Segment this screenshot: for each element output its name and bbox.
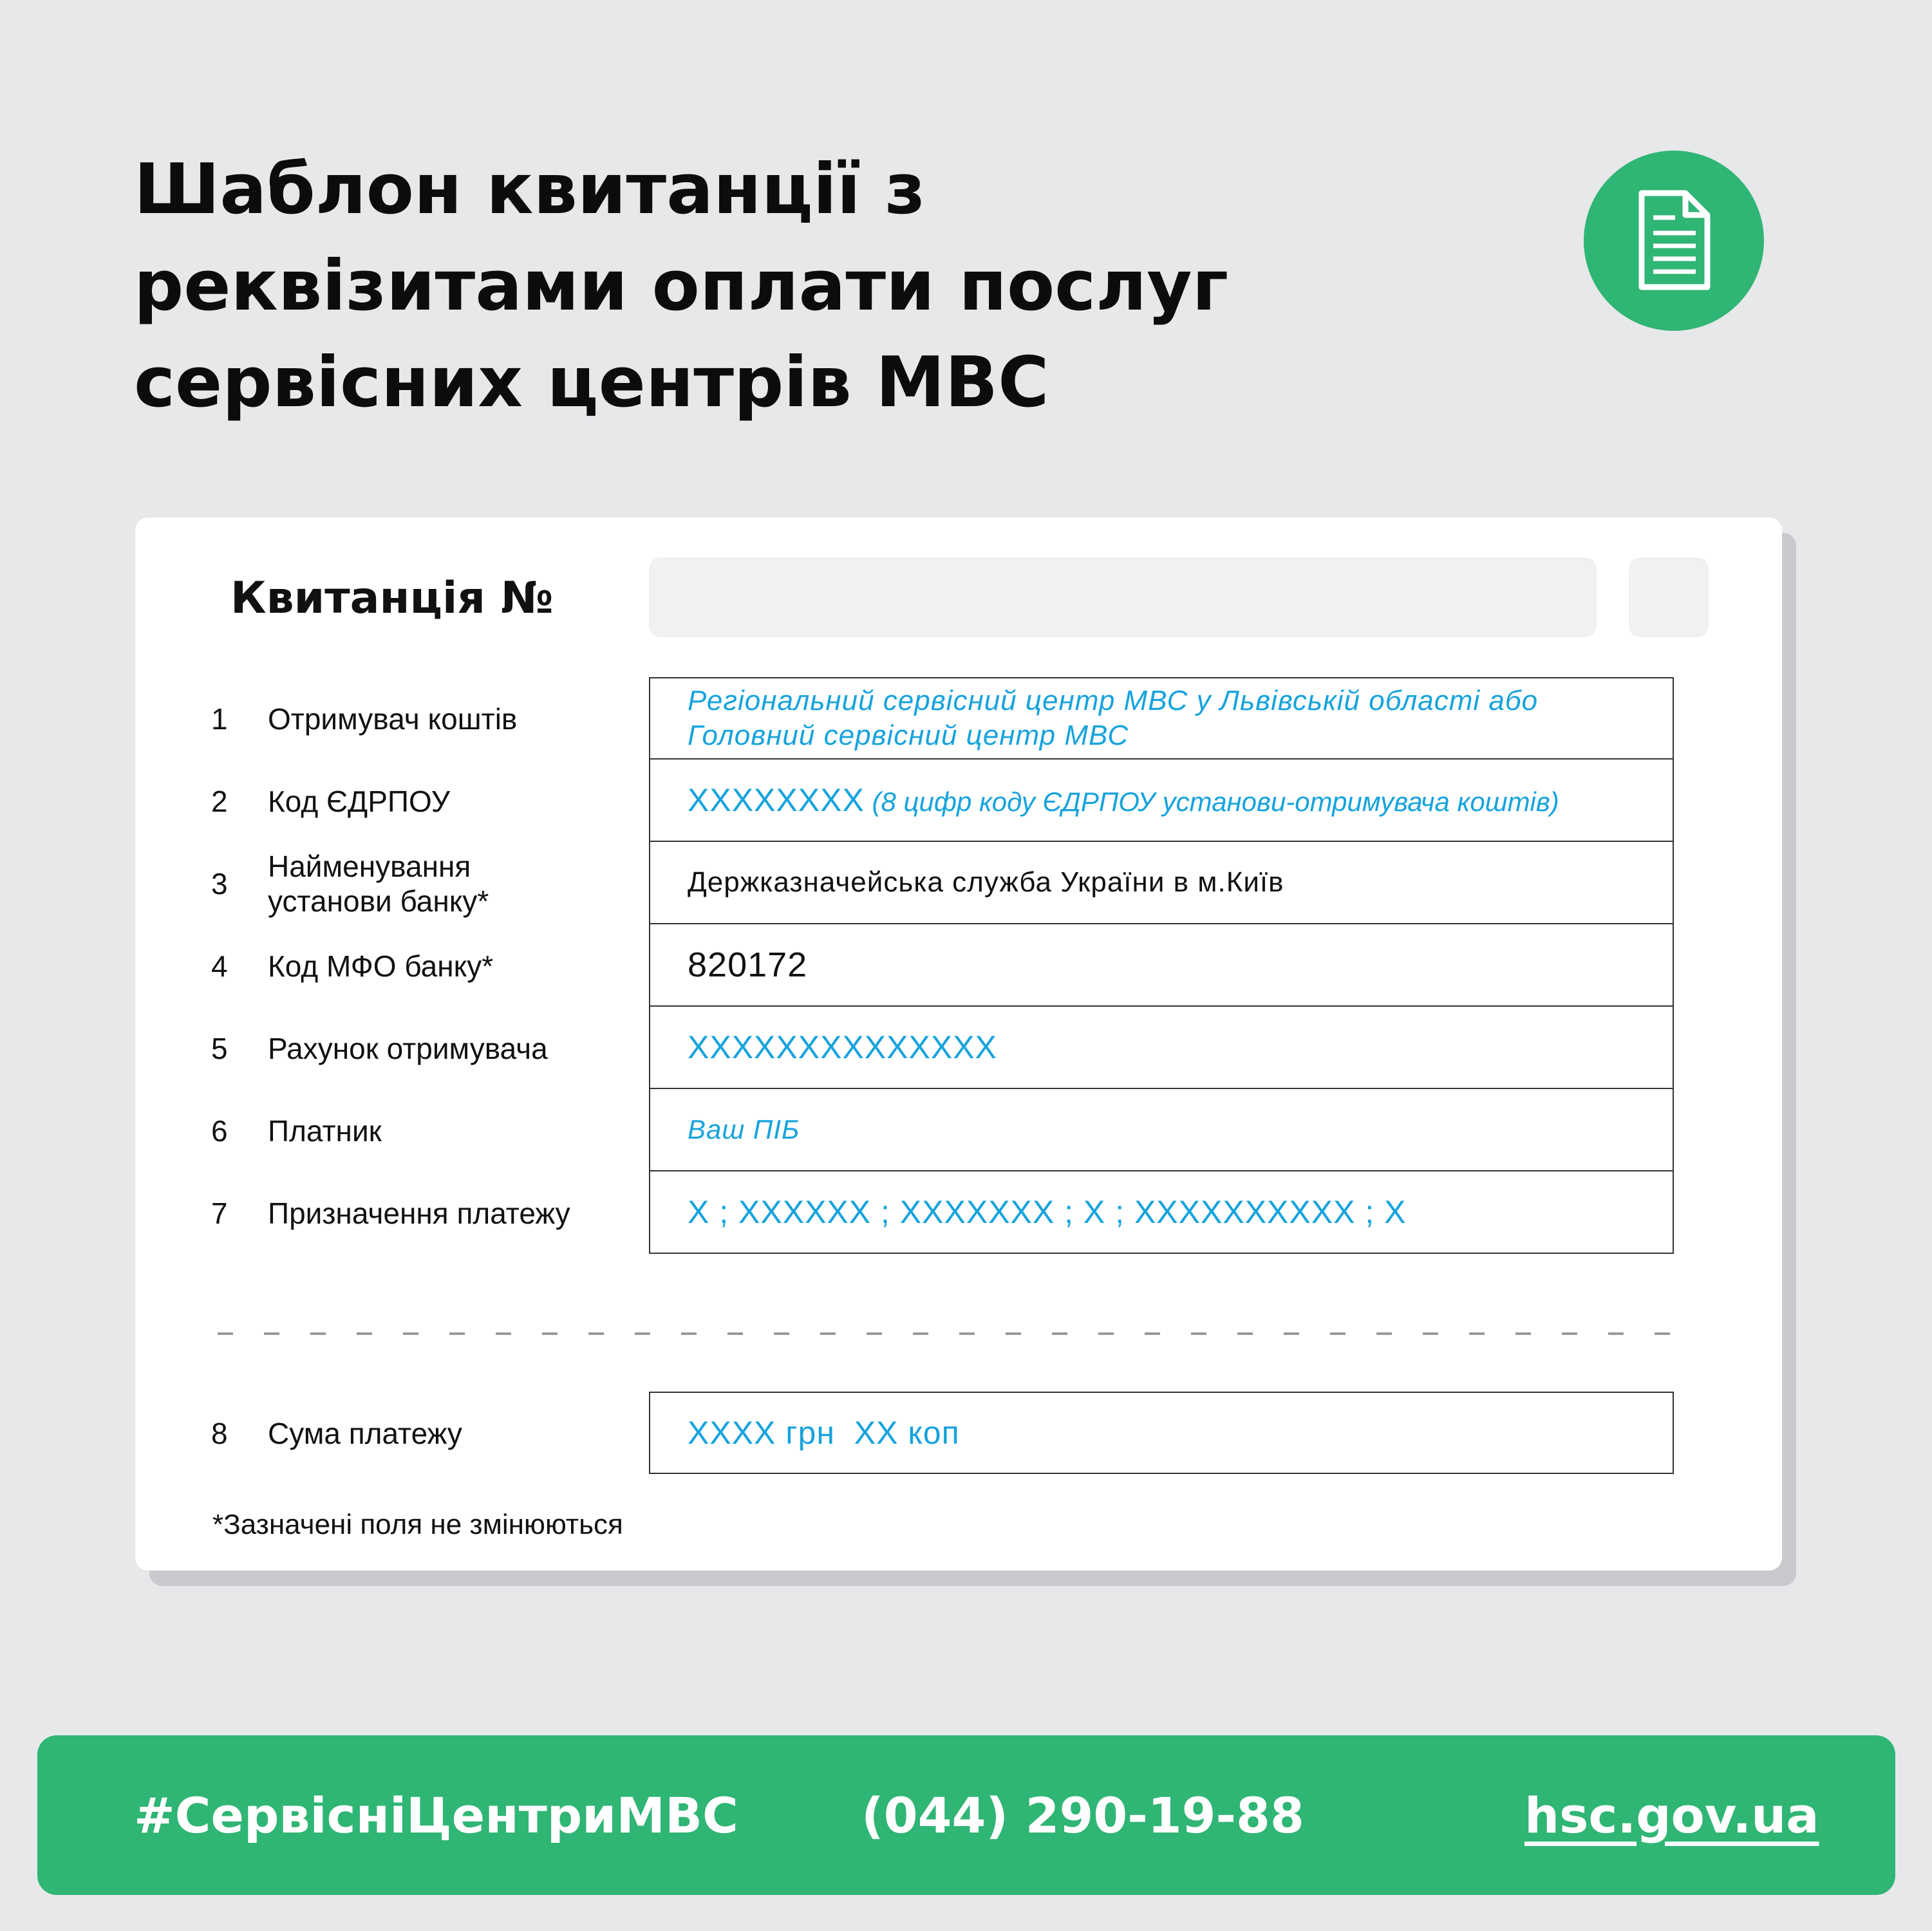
row-index: 8 xyxy=(211,1417,228,1450)
document-icon xyxy=(1635,189,1712,292)
row-index: 2 xyxy=(211,785,228,818)
edrpou-value xyxy=(688,781,1673,819)
row-index: 5 xyxy=(211,1032,228,1065)
row-index: 4 xyxy=(211,949,228,983)
account-field[interactable] xyxy=(649,1007,1674,1089)
payer-value: Ваш ПІБ xyxy=(688,1114,800,1144)
title-line: сервісних центрів МВС xyxy=(134,342,1049,423)
bank-name-field xyxy=(649,842,1674,924)
receipt-row-purpose xyxy=(135,1171,1782,1255)
receipt-card xyxy=(135,518,1782,1571)
cut-line-divider xyxy=(218,1332,1674,1335)
bank-name-value: Держказначейська служба України в м.Київ xyxy=(688,866,1284,898)
footer-banner xyxy=(37,1735,1895,1895)
document-badge xyxy=(1584,151,1764,331)
receipt-row-mfo xyxy=(135,924,1782,1008)
edrpou-hint: (8 цифр коду ЄДРПОУ установи-отримувача коштів) xyxy=(864,787,1559,817)
receipt-row-bank-name xyxy=(135,842,1782,926)
receipt-title: Квитанція № xyxy=(230,573,554,624)
title-line: Шаблон квитанції з xyxy=(134,149,926,230)
receipt-row-recipient xyxy=(135,677,1782,761)
footer-website-link[interactable]: hsc.gov.ua xyxy=(1524,1786,1819,1844)
row-index: 1 xyxy=(211,702,228,736)
recipient-value-line1: Регіональний сервісний центр МВС у Львівській області або xyxy=(688,685,1539,716)
title-line: реквізитами оплати послуг xyxy=(134,246,1229,326)
row-index: 7 xyxy=(211,1197,228,1230)
purpose-value: X ; XXXXXX ; XXXXXXX ; X ; XXXXXXXXXX ; X xyxy=(688,1194,1407,1230)
account-value: XXXXXXXXXXXXXX xyxy=(688,1029,997,1065)
amount-field[interactable] xyxy=(649,1392,1674,1474)
edrpou-placeholder: XXXXXXXX xyxy=(688,782,865,818)
row-label-line2: установи банку* xyxy=(268,884,489,918)
receipt-row-amount xyxy=(135,1392,1782,1475)
row-label: Код МФО банку* xyxy=(268,949,494,983)
receipt-row-edrpou xyxy=(135,760,1782,843)
receipt-number-suffix-field[interactable] xyxy=(1629,557,1709,637)
edrpou-field[interactable] xyxy=(649,760,1674,842)
receipt-number-field[interactable] xyxy=(649,557,1597,637)
row-label: Платник xyxy=(268,1114,382,1148)
recipient-value-line2: Головний сервісний центр МВС xyxy=(688,720,1129,751)
row-label xyxy=(268,842,628,926)
row-index: 3 xyxy=(211,867,228,900)
footnote: *Зазначені поля не змінюються xyxy=(212,1509,623,1540)
mfo-value: 820172 xyxy=(688,946,808,984)
amount-value: XXXX грн XX коп xyxy=(688,1415,960,1451)
row-label: Рахунок отримувача xyxy=(268,1032,548,1065)
receipt-row-payer xyxy=(135,1089,1782,1173)
footer-hashtag: #СервісніЦентриМВС xyxy=(134,1786,738,1844)
recipient-field[interactable] xyxy=(649,677,1674,760)
row-index: 6 xyxy=(211,1114,228,1148)
row-label-line1: Найменування xyxy=(268,850,471,883)
purpose-field[interactable] xyxy=(649,1171,1674,1254)
receipt-row-account xyxy=(135,1007,1782,1090)
row-label: Отримувач коштів xyxy=(268,702,518,736)
payer-field[interactable] xyxy=(649,1089,1674,1171)
footer-phone[interactable]: (044) 290-19-88 xyxy=(861,1786,1304,1844)
page-title xyxy=(134,142,1293,431)
mfo-field xyxy=(649,924,1674,1007)
row-label: Сума платежу xyxy=(268,1417,462,1450)
row-label: Код ЄДРПОУ xyxy=(268,785,450,818)
row-label: Призначення платежу xyxy=(268,1197,570,1230)
